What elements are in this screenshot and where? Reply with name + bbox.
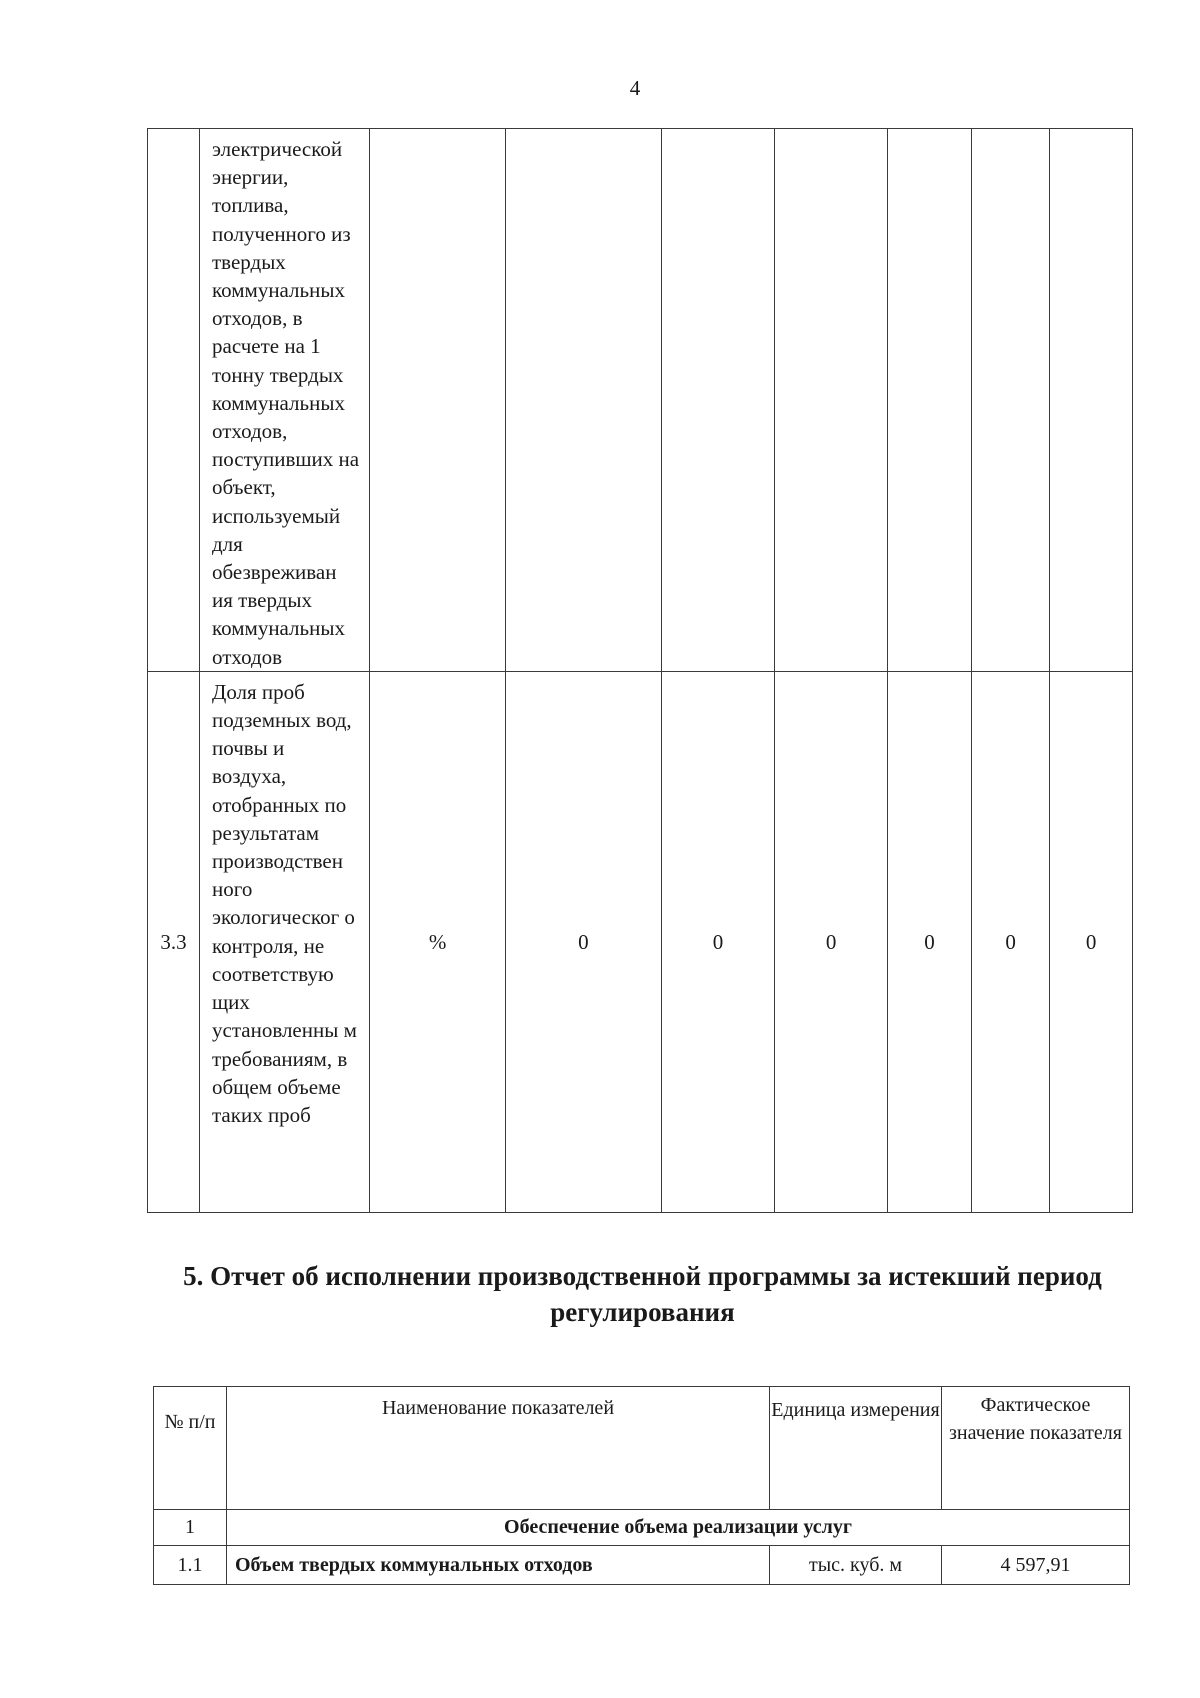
row-number: 1.1 — [154, 1546, 227, 1585]
section-row-number: 1 — [154, 1510, 227, 1546]
header-name: Наименование показателей — [227, 1387, 770, 1510]
table-row — [154, 1546, 1130, 1585]
value-cell: 0 — [661, 671, 774, 1212]
indicator-description: Доля проб подземных вод, почвы и воздуха, отобранных по результатам производствен ного экологическог о контроля, не соответствую щих установленны м требованиям, в общем объеме таких проб — [200, 671, 370, 1212]
indicator-description: электрической энергии, топлива, полученного из твердых коммунальных отходов, в расчете на 1 тонну твердых коммунальных отходов, поступивших на объект, используемый для обезвреживан ия твердых коммунальных отходов — [200, 129, 370, 672]
unit-cell — [370, 129, 506, 672]
value-cell — [1050, 129, 1133, 672]
indicator-name: Объем твердых коммунальных отходов — [227, 1546, 770, 1585]
value-cell — [661, 129, 774, 672]
value-cell: 0 — [888, 671, 972, 1212]
value-cell — [505, 129, 661, 672]
section-title: 5. Отчет об исполнении производственной программы за истекший период регулирования — [183, 1261, 1102, 1327]
table-row — [148, 671, 1133, 1212]
section-row-title: Обеспечение объема реализации услуг — [227, 1510, 1130, 1546]
indicators-table — [147, 128, 1133, 1213]
value-cell: 0 — [505, 671, 661, 1212]
row-number: 3.3 — [148, 671, 200, 1212]
page-number: 4 — [629, 76, 641, 100]
unit-cell: % — [370, 671, 506, 1212]
header-num: № п/п — [154, 1387, 227, 1510]
value-cell: 4 597,91 — [942, 1546, 1130, 1585]
header-unit: Единица измерения — [770, 1387, 942, 1510]
value-cell — [888, 129, 972, 672]
unit-cell: тыс. куб. м — [770, 1546, 942, 1585]
table-row — [148, 129, 1133, 672]
value-cell — [775, 129, 888, 672]
table-header-row — [154, 1387, 1130, 1510]
value-cell: 0 — [1050, 671, 1133, 1212]
value-cell — [971, 129, 1050, 672]
header-value: Фактическое значение показателя — [942, 1387, 1130, 1510]
table-section-row — [154, 1510, 1130, 1546]
row-number — [148, 129, 200, 672]
value-cell: 0 — [971, 671, 1050, 1212]
value-cell: 0 — [775, 671, 888, 1212]
program-report-table — [153, 1386, 1130, 1585]
